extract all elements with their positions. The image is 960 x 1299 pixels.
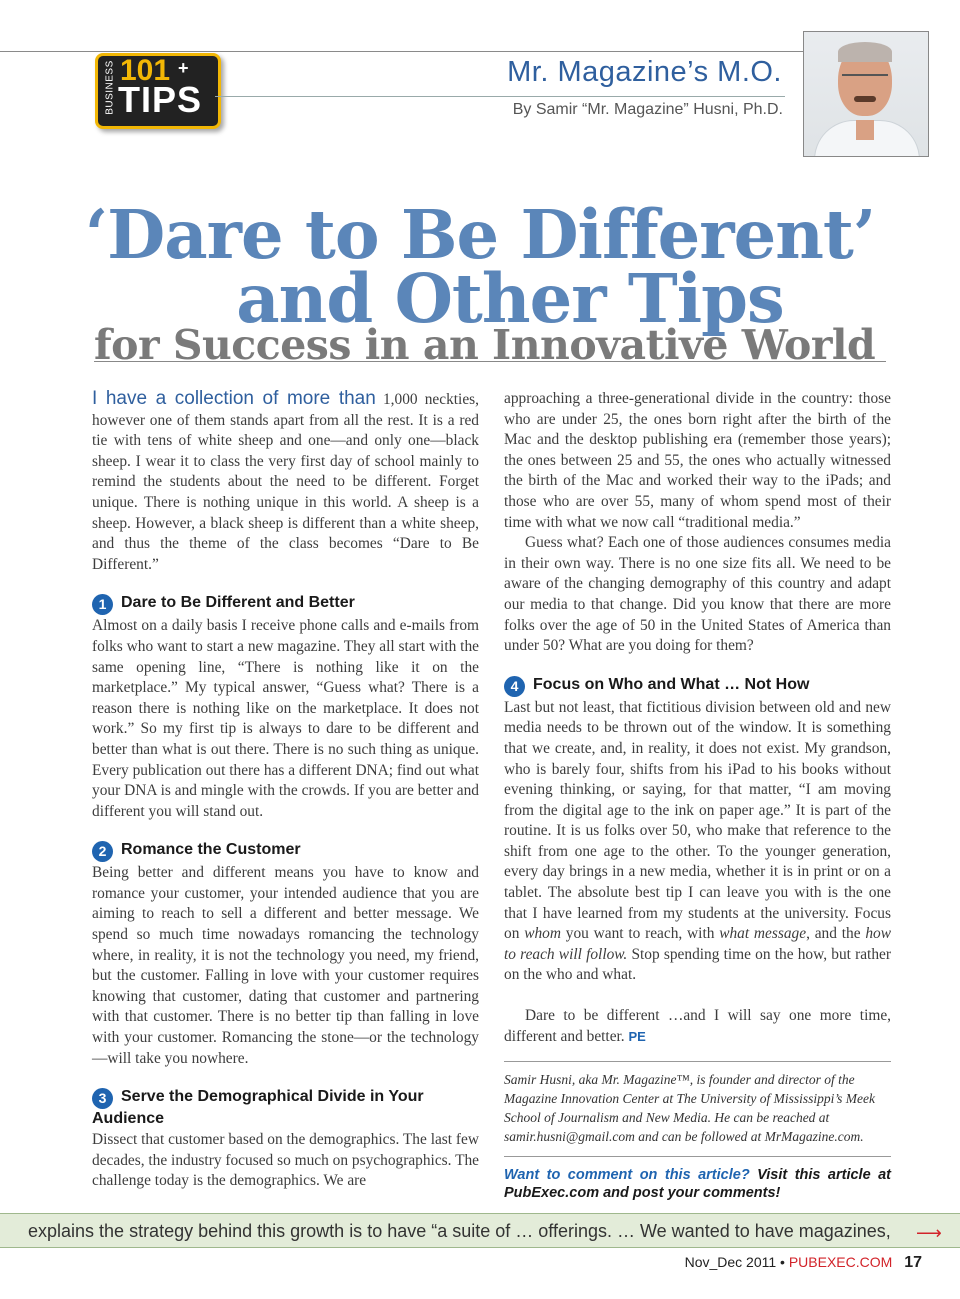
column-title: Mr. Magazine’s M.O. xyxy=(507,56,782,88)
section-text-2: Being better and different means you have to know and romance your customer, your intended audience that you are aiming to reach to sell a different and better message. We spend so much time nowadays romancing the technology where, in reality, it is not the technology you need, my friend, but the customer. Falling in love with your customer requires knowing that customer, dating that customer and partnering with that customer. There is no better tip than falling in love with your customer. Romancing the stone—or the technology—will take you nowhere. xyxy=(92,864,479,1067)
issue-date: Nov_Dec 2011 xyxy=(684,1254,777,1270)
intro-text: 1,000 neckties, however one of them stands apart from all the rest. It is a red tie with tens of white sheep and one—and only one—black sheep. I wear it to class the very first day of school mainly to remind the students about the need to be different. Forget unique. There is nothing unique in this world. A sheep is a sheep. However, a black sheep is different than a white sheep, and thus the theme of the class becomes “Dare to Be Different.” xyxy=(92,391,479,573)
logo-word: TIPS xyxy=(118,79,203,120)
arrow-right-icon[interactable]: ⟶ xyxy=(916,1223,942,1244)
guess-what-paragraph: Guess what? Each one of those audiences consumes media in their own way. There is no one size fits all. We need to be aware of the changing demography of this country and adapt our media to that change. Did you know that there are more folks over the age of 50 in the United States of America than under 50? What are you doing for them? xyxy=(504,534,891,655)
page-footer xyxy=(685,1254,922,1272)
logo-plus: + xyxy=(178,58,189,78)
emphasis-what: what message xyxy=(719,925,807,943)
logo-side-text: BUSINESS xyxy=(104,60,116,115)
business-101-tips-logo xyxy=(95,53,221,129)
continued-paragraph: approaching a three-generational divide in the country: those who are under 25, the ones born right after the birth of the Mac and the desktop publishing era (remember those years); the ones between 25 and 55, the ones who actually witnessed the birth of the Mac and worked their way to the iPads; and those who are over 55, many of whom spend most of their time with what we now call “traditional media.” xyxy=(504,390,891,531)
closing-paragraph: Dare to be different …and I will say one more time, different and better. PE xyxy=(504,1007,891,1045)
section-heading-2 xyxy=(92,840,479,862)
headline-line-2: and Other Tips xyxy=(236,259,784,338)
section-number-4: 4 xyxy=(504,676,525,697)
intro-lead: I have a collection of more than xyxy=(92,388,376,409)
ticker-text: explains the strategy behind this growth is to have “a suite of … offerings. … We wanted to have magazines, xyxy=(28,1221,891,1241)
article-column-left xyxy=(92,389,479,1192)
top-rule xyxy=(0,51,805,52)
section-number-2: 2 xyxy=(92,841,113,862)
section-heading-4 xyxy=(504,675,891,697)
headline-subtitle: for Success in an Innovative World xyxy=(94,321,876,369)
site-link[interactable]: PUBEXEC.COM xyxy=(788,1254,893,1270)
section-title-1: Dare to Be Different and Better xyxy=(121,594,355,612)
page-number: 17 xyxy=(904,1254,922,1271)
title-rule xyxy=(215,96,785,97)
section-heading-1 xyxy=(92,593,479,615)
section-heading-3 xyxy=(92,1087,479,1129)
emphasis-whom: whom xyxy=(524,925,561,943)
section-title-3: Serve the Demographical Divide in Your Audience xyxy=(92,1088,424,1128)
footer-bullet: • xyxy=(780,1254,785,1270)
article-column-right xyxy=(504,389,891,1202)
author-bio: Samir Husni, aka Mr. Magazine™, is founder and director of the Magazine Innovation Center at The University of Mississippi’s Meek School of Journalism and New Media. He can be reached at samir.husni@gmail.com and can be followed at MrMagazine.com. xyxy=(504,1072,875,1145)
author-photo xyxy=(803,31,929,157)
section-text-4: Last but not least, that fictitious division between old and new media needs to be thrown out of the window. It is something that we create, and, in reality, it does not exist. My grandson, who is barely four, shifts from his iPad to his books without evening thinking, or saying, for that matter, “I am moving from the digital age to the ink on paper age.” It is part of the routine. It is us folks over 50, who make that reference to the shift from one age to the other. To the younger generation, every day brings in a new media, whether it is in print or on a tablet. The absolute best tip I can leave you with is the one that I have learned from my students at the university. Focus on whom you want to reach, with what message, and the how to reach will follow. Stop spending time on the how, but rather on the who and what. xyxy=(504,698,891,984)
logo-number: 101 xyxy=(120,54,171,87)
section-text-1: Almost on a daily basis I receive phone calls and e-mails from folks who want to start a new magazine. They all start with the same opening line, “There is nothing like it on the marketplace.” My typical answer, “Guess what? There is a reason there is nothing like on the marketplace. It does not work.” So my first tip is always to dare to be different and better than what is out there. There is no such thing as unique. Every publication out there has a different DNA; find out what your DNA is and mingle with the crowds. If you are better and different you will stand out. xyxy=(92,617,479,820)
continued-ticker xyxy=(0,1213,960,1248)
end-mark: PE xyxy=(628,1028,646,1044)
bio-rule xyxy=(504,1061,891,1062)
section-number-1: 1 xyxy=(92,594,113,615)
section-title-2: Romance the Customer xyxy=(121,841,301,859)
intro-paragraph xyxy=(92,389,479,575)
emphasis-how: how to reach will follow. xyxy=(504,925,891,963)
comment-callout[interactable]: Want to comment on this article? Visit this article at PubExec.com and post your comments! xyxy=(504,1167,891,1202)
section-title-4: Focus on Who and What … Not How xyxy=(533,675,810,693)
section-text-3: Dissect that customer based on the demographics. The last few decades, the industry focused so much on psychographics. The challenge today is the demographics. We are xyxy=(92,1131,479,1190)
comment-rule xyxy=(504,1156,891,1157)
headline-line-1: ‘Dare to Be Different’ xyxy=(84,195,876,274)
byline: By Samir “Mr. Magazine” Husni, Ph.D. xyxy=(512,101,783,118)
section-number-3: 3 xyxy=(92,1088,113,1109)
subtitle-rule xyxy=(94,361,886,362)
